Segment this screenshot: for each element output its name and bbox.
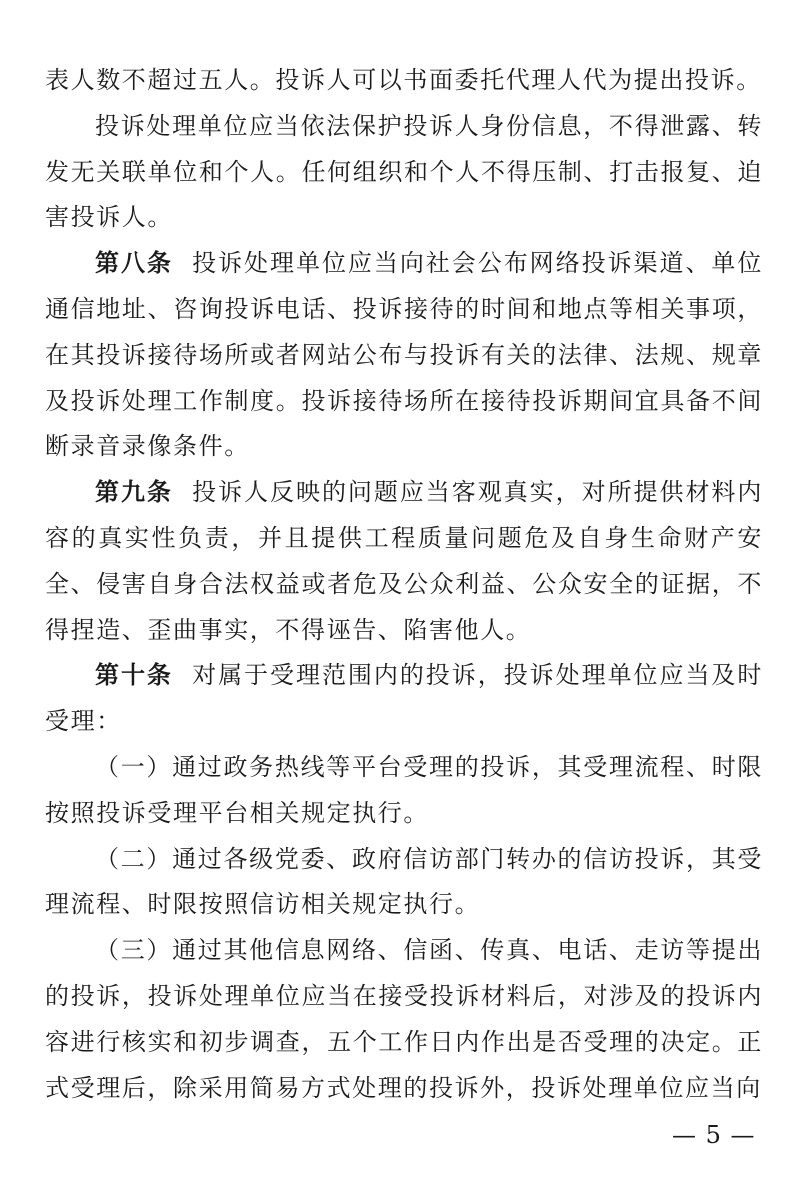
article-10-item-2 xyxy=(45,837,763,929)
article-8-label: 第八条 xyxy=(95,249,173,278)
article-10-label: 第十条 xyxy=(95,661,173,690)
document-body xyxy=(45,58,763,1111)
article-8 xyxy=(45,241,763,470)
paragraph-2-text: 投诉处理单位应当依法保护投诉人身份信息，不得泄露、转发无关联单位和个人。任何组织和个人不得压制、打击报复、迫害投诉人。 xyxy=(45,111,763,232)
article-9-label: 第九条 xyxy=(95,478,173,507)
paragraph-1 xyxy=(45,58,763,104)
article-10-text: 对属于受理范围内的投诉，投诉处理单位应当及时受理： xyxy=(45,661,763,736)
paragraph-1-text: 表人数不超过五人。投诉人可以书面委托代理人代为提出投诉。 xyxy=(45,66,762,94)
article-10-item-1-text: （一）通过政务热线等平台受理的投诉，其受理流程、时限按照投诉受理平台相关规定执行。 xyxy=(45,752,763,827)
paragraph-2 xyxy=(45,104,763,241)
article-10-item-2-text: （二）通过各级党委、政府信访部门转办的信访投诉，其受理流程、时限按照信访相关规定执行。 xyxy=(45,844,763,919)
page-number: — 5 — xyxy=(672,1121,756,1149)
article-10-item-3 xyxy=(45,928,763,1111)
article-10 xyxy=(45,653,763,745)
article-9-text: 投诉人反映的问题应当客观真实，对所提供材料内容的真实性负责，并且提供工程质量问题危及自身生命财产安全、侵害自身合法权益或者危及公众利益、公众安全的证据，不得捏造、歪曲事实，不得诬告、陷害他人。 xyxy=(45,478,763,644)
article-8-text: 投诉处理单位应当向社会公布网络投诉渠道、单位通信地址、咨询投诉电话、投诉接待的时间和地点等相关事项，在其投诉接待场所或者网站公布与投诉有关的法律、法规、规章及投诉处理工作制度。投诉接待场所在接待投诉期间宜具备不间断录音录像条件。 xyxy=(45,249,763,461)
article-10-item-3-text: （三）通过其他信息网络、信函、传真、电话、走访等提出的投诉，投诉处理单位应当在接受投诉材料后，对涉及的投诉内容进行核实和初步调查，五个工作日内作出是否受理的决定。正式受理后，除采用简易方式处理的投诉外，投诉处理单位应当向 xyxy=(45,936,763,1102)
article-9 xyxy=(45,470,763,653)
article-10-item-1 xyxy=(45,745,763,837)
